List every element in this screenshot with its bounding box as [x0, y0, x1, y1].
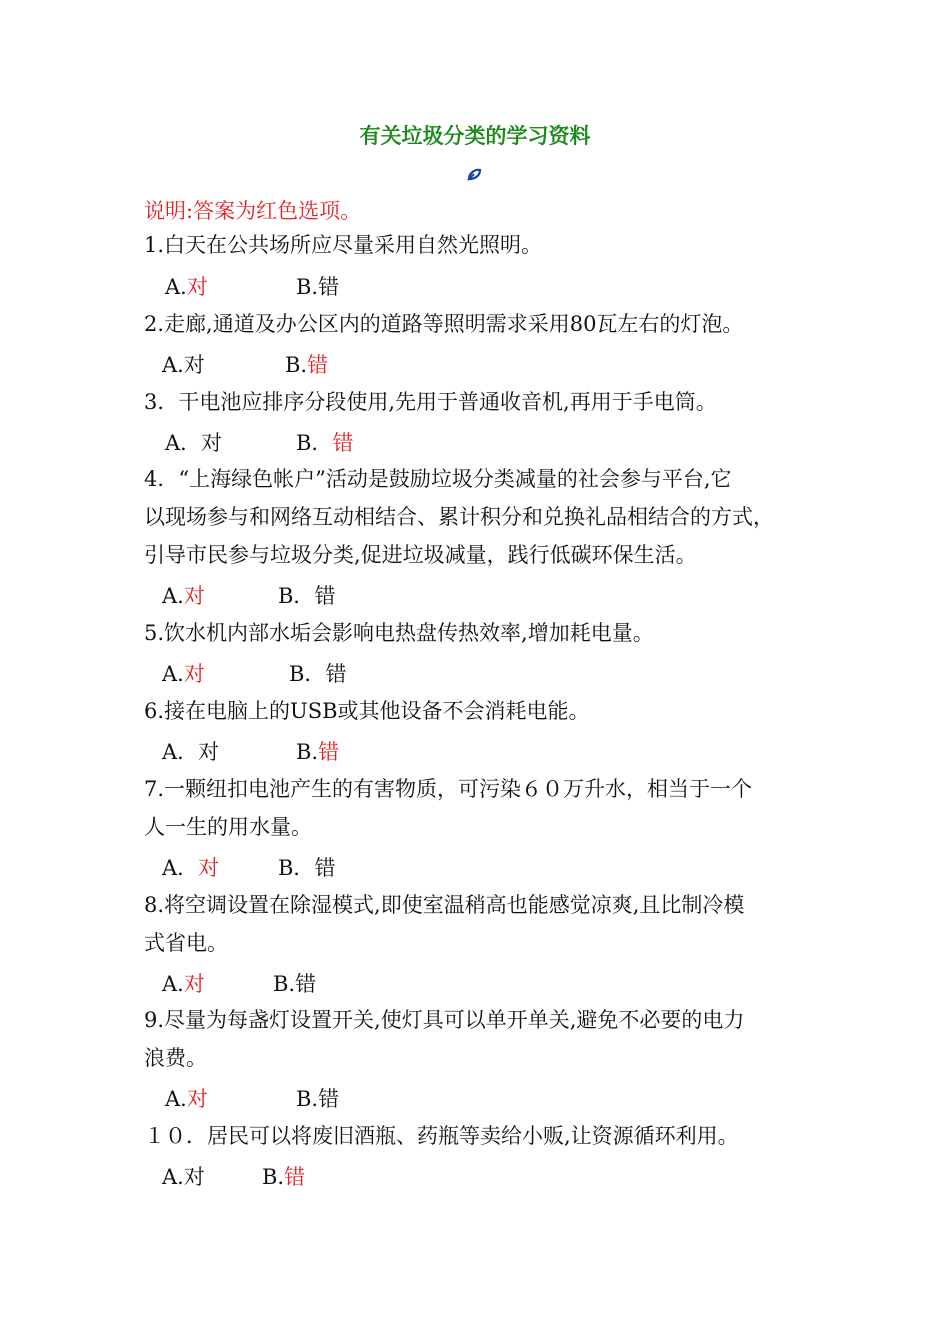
- option-prefix: A．: [165, 431, 202, 455]
- question-4-line-3: 引导市民参与垃圾分类,促进垃圾减量，践行低碳环保生活。: [144, 543, 697, 567]
- option-prefix: A．: [162, 740, 199, 764]
- question-7-option-b: [278, 854, 335, 882]
- question-7-line-1: 7.一颗纽扣电池产生的有害物质，可污染６０万升水，相当于一个: [144, 777, 753, 801]
- question-10-line-1: １０．居民可以将废旧酒瓶、药瓶等卖给小贩,让资源循环利用。: [144, 1124, 739, 1148]
- question-4-line-2: 以现场参与和网络互动相结合、累计积分和兑换礼品相结合的方式，: [144, 505, 774, 529]
- option-prefix: A.: [162, 662, 184, 686]
- question-9-line-1: 9.尽量为每盏灯设置开关,使灯具可以单开单关,避免不必要的电力: [144, 1008, 745, 1032]
- question-2-line-1: 2.走廊,通道及办公区内的道路等照明需求采用80瓦左右的灯泡。: [144, 312, 744, 336]
- question-1-line-1: 1.白天在公共场所应尽量采用自然光照明。: [144, 233, 543, 257]
- question-3-option-a: [165, 429, 222, 457]
- option-prefix: B．: [278, 856, 315, 880]
- option-value: 错: [318, 740, 340, 764]
- question-2-option-a: [162, 351, 205, 379]
- option-value: 对: [183, 1165, 205, 1189]
- question-10-option-b: [262, 1163, 305, 1191]
- question-3-option-b: [296, 429, 353, 457]
- question-3-line-1: 3．干电池应排序分段使用,先用于普通收音机,再用于手电筒。: [144, 390, 717, 414]
- question-9-line-2: 浪费。: [144, 1046, 207, 1070]
- option-value: 错: [314, 584, 336, 608]
- question-6-option-b: [296, 738, 339, 766]
- option-value: 错: [318, 1087, 340, 1111]
- page-title: 有关垃圾分类的学习资料: [359, 124, 591, 148]
- question-1-option-b: [296, 273, 339, 301]
- question-7-option-a: [162, 854, 219, 882]
- leaf-ornament-icon: [466, 166, 484, 182]
- option-prefix: A.: [162, 1165, 184, 1189]
- option-prefix: A.: [165, 1087, 187, 1111]
- option-prefix: B．: [278, 584, 315, 608]
- option-value: 对: [198, 740, 220, 764]
- question-5-option-a: [162, 660, 205, 688]
- option-value: 错: [314, 856, 336, 880]
- question-4-option-a: [162, 582, 205, 610]
- option-prefix: A.: [162, 584, 184, 608]
- option-prefix: A.: [165, 275, 187, 299]
- question-1-option-a: [165, 273, 208, 301]
- question-2-option-b: [285, 351, 328, 379]
- option-value: 对: [183, 584, 205, 608]
- option-value: 对: [183, 972, 205, 996]
- option-value: 错: [332, 431, 354, 455]
- option-prefix: B.: [273, 972, 296, 996]
- question-8-option-b: [273, 970, 316, 998]
- option-value: 错: [325, 662, 347, 686]
- question-7-line-2: 人一生的用水量。: [144, 815, 312, 839]
- option-value: 错: [284, 1165, 306, 1189]
- question-9-option-b: [296, 1085, 339, 1113]
- question-8-line-2: 式省电。: [144, 931, 228, 955]
- option-prefix: A．: [162, 856, 199, 880]
- option-prefix: B.: [296, 740, 319, 764]
- question-4-line-1: 4．“上海绿色帐户”活动是鼓励垃圾分类减量的社会参与平台,它: [144, 467, 732, 491]
- question-4-option-b: [278, 582, 335, 610]
- question-9-option-a: [165, 1085, 208, 1113]
- question-6-line-1: 6.接在电脑上的USB或其他设备不会消耗电能。: [144, 699, 590, 723]
- option-prefix: A.: [162, 353, 184, 377]
- question-5-option-b: [289, 660, 346, 688]
- question-10-option-a: [162, 1163, 205, 1191]
- option-value: 错: [295, 972, 317, 996]
- option-prefix: B.: [296, 1087, 319, 1111]
- option-prefix: B.: [262, 1165, 285, 1189]
- question-5-line-1: 5.饮水机内部水垢会影响电热盘传热效率,增加耗电量。: [144, 621, 654, 645]
- option-value: 对: [198, 856, 220, 880]
- question-8-line-1: 8.将空调设置在除湿模式,即使室温稍高也能感觉凉爽,且比制冷模: [144, 893, 745, 917]
- option-prefix: B.: [285, 353, 308, 377]
- question-8-option-a: [162, 970, 205, 998]
- option-prefix: B．: [289, 662, 326, 686]
- instruction-note: 说明:答案为红色选项。: [144, 199, 362, 223]
- option-value: 错: [318, 275, 340, 299]
- question-6-option-a: [162, 738, 219, 766]
- option-prefix: B．: [296, 431, 333, 455]
- option-value: 对: [183, 662, 205, 686]
- option-value: 错: [307, 353, 329, 377]
- option-value: 对: [186, 1087, 208, 1111]
- option-prefix: A.: [162, 972, 184, 996]
- option-value: 对: [186, 275, 208, 299]
- option-value: 对: [201, 431, 223, 455]
- option-prefix: B.: [296, 275, 319, 299]
- option-value: 对: [183, 353, 205, 377]
